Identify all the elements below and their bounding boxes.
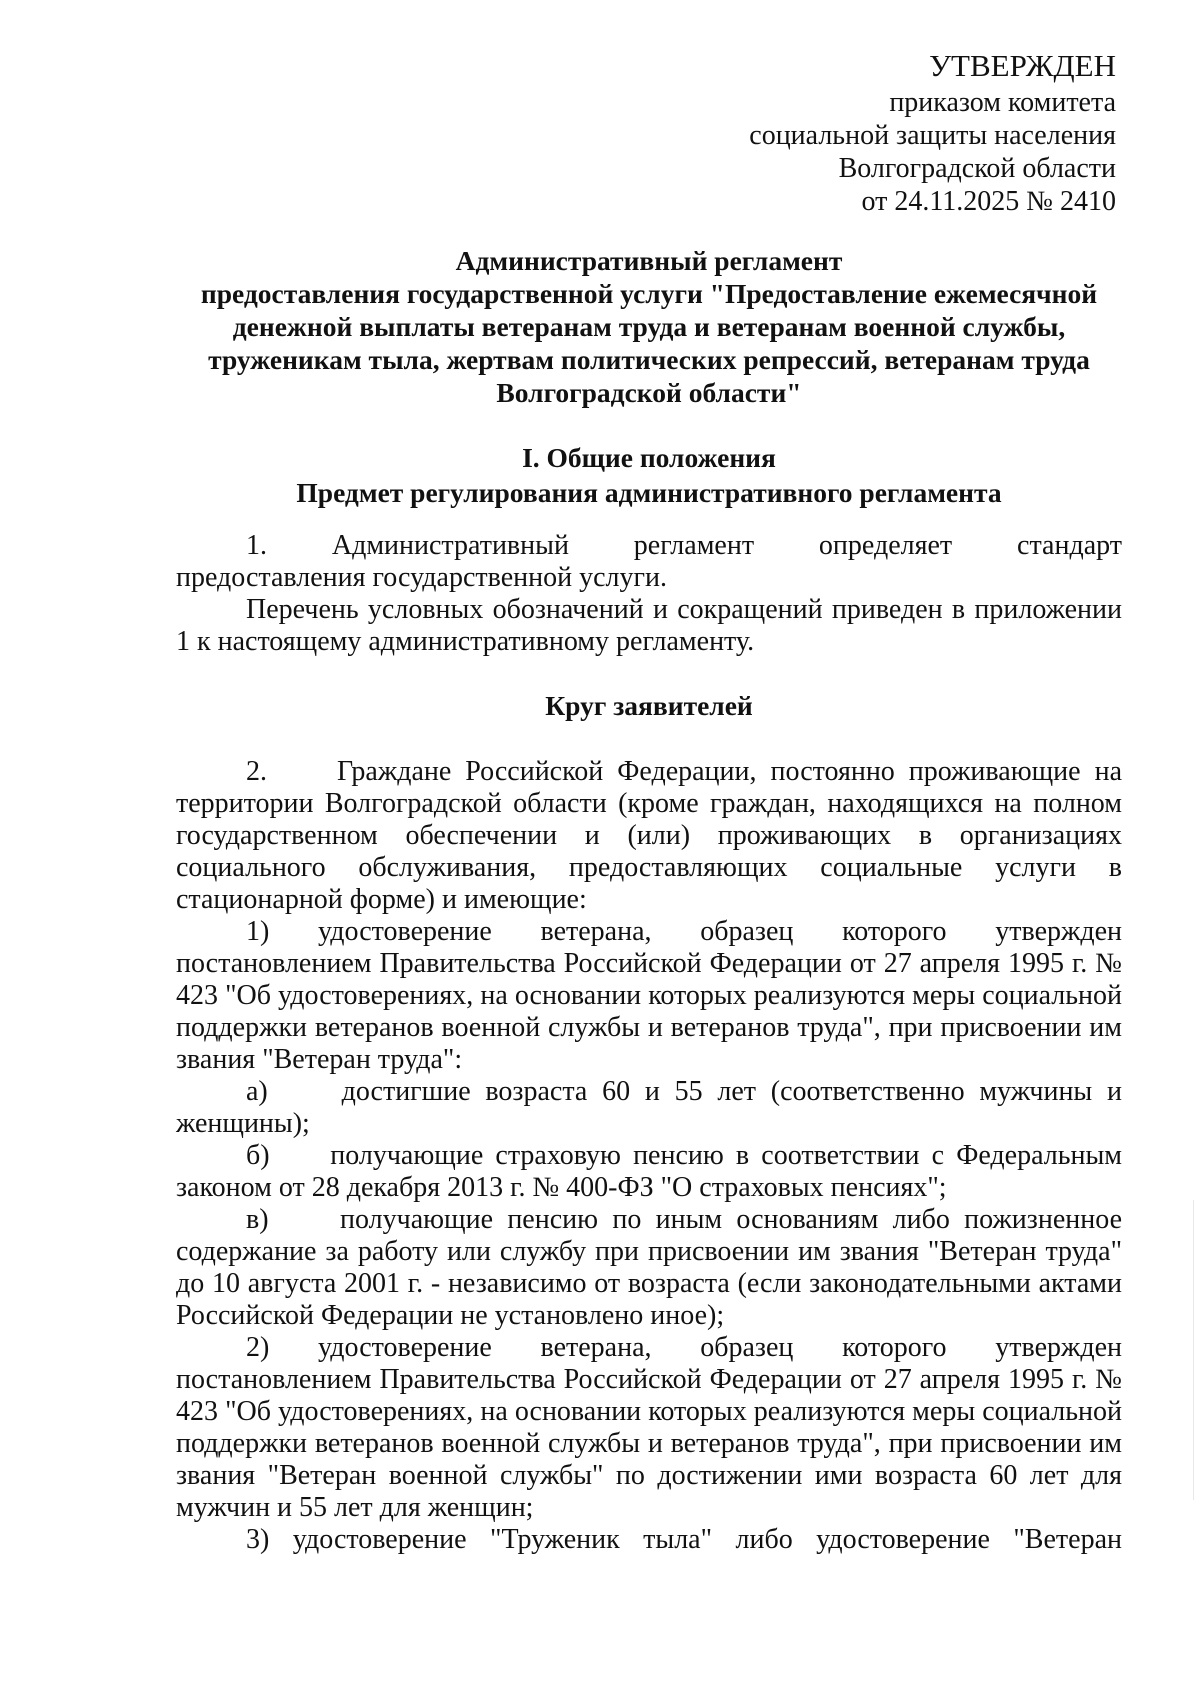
title-line-2: предоставления государственной услуги "Предоставление ежемесячной [200,278,1098,309]
approval-line-5: от 24.11.2025 № 2410 [861,186,1116,217]
section-2-body [176,756,1129,1556]
approval-line-2: приказом комитета [889,87,1116,118]
section-1-heading: I. Общие положения [522,442,776,473]
paragraph-2: 2. Граждане Российской Федерации, постоянно проживающие на территории Волгоградской области (кроме граждан, находящихся на полном государственном обеспечении и (или) проживающих в организациях социального обслуживания, предоставляющих социальные услуги в стационарной форме) и имеющие: [176,756,1129,915]
document-title [176,244,1122,409]
approval-stamp [616,46,1116,218]
list-item-a: а) достигшие возраста 60 и 55 лет (соответственно мужчины и женщины); [176,1076,1129,1139]
list-item-v: в) получающие пенсию по иным основаниям либо пожизненное содержание за работу или службу при присвоении им звания "Ветеран труда" до 10 августа 2001 г. - независимо от возраста (если законодательными актами Российской Федерации не установлено иное); [176,1204,1129,1331]
section-1-subheading: Предмет регулирования административного регламента [296,477,1002,508]
section-1-body [176,530,1122,658]
list-item-3: 3) удостоверение "Труженик тыла" либо удостоверение "Ветеран [246,1524,1122,1555]
paragraph-1-line-2: предоставления государственной услуги. [176,562,667,593]
approval-line-1: УТВЕРЖДЕН [929,48,1116,83]
list-item-1: 1) удостоверение ветерана, образец которого утвержден постановлением Правительства Российской Федерации от 27 апреля 1995 г. № 423 "Об удостоверениях, на основании которых реализуются меры социальной поддержки ветеранов военной службы и ветеранов труда", при присвоении им звания "Ветеран труда": [176,916,1129,1075]
scan-edge-line [1193,1200,1194,1500]
title-line-5: Волгоградской области" [496,377,802,408]
section-1-heading-block [176,440,1122,510]
title-line-4: труженикам тыла, жертвам политических репрессий, ветеранам труда [208,344,1090,375]
list-item-2: 2) удостоверение ветерана, образец которого утвержден постановлением Правительства Российской Федерации от 27 апреля 1995 г. № 423 "Об удостоверениях, на основании которых реализуются меры социальной поддержки ветеранов военной службы и ветеранов труда", при присвоении им звания "Ветеран военной службы" по достижении ими возраста 60 лет для мужчин и 55 лет для женщин; [176,1332,1129,1523]
paragraph-1-line-1: 1. Административный регламент определяет стандарт [246,530,1122,561]
paragraph-abbreviations: Перечень условных обозначений и сокращений приведен в приложении 1 к настоящему административному регламенту. [176,594,1122,657]
section-2-heading: Круг заявителей [545,690,753,721]
approval-line-3: социальной защиты населения [749,120,1116,151]
title-line-3: денежной выплаты ветеранам труда и ветеранам военной службы, [232,311,1066,342]
list-item-b: б) получающие страховую пенсию в соответствии с Федеральным законом от 28 декабря 2013 г. № 400-ФЗ "О страховых пенсиях"; [176,1140,1129,1203]
title-line-1: Административный регламент [455,245,843,276]
approval-line-4: Волгоградской области [838,153,1116,184]
